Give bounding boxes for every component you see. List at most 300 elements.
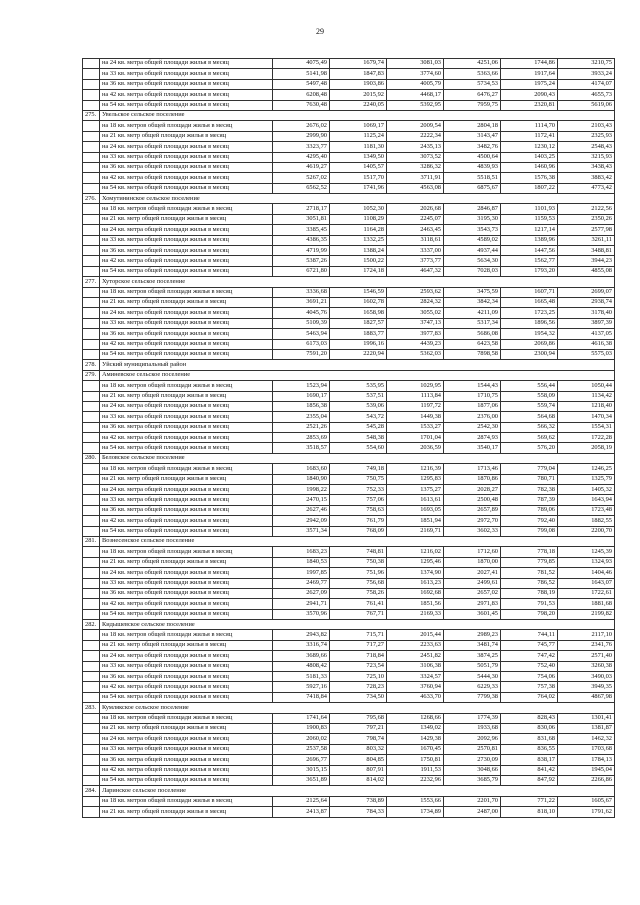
section-row bbox=[83, 536, 615, 546]
rate-value: 1917,64 bbox=[501, 69, 558, 79]
area-norm-label: на 21 кв. метр общей площади жилья в месяц bbox=[100, 214, 273, 224]
rate-value: 1388,24 bbox=[330, 246, 387, 256]
rate-value: 2938,74 bbox=[558, 297, 615, 307]
rate-value: 7630,48 bbox=[273, 100, 330, 110]
rate-value: 1050,44 bbox=[558, 381, 615, 391]
rate-value: 2200,70 bbox=[558, 526, 615, 536]
rate-value: 1216,02 bbox=[387, 547, 444, 557]
row-number-empty bbox=[83, 235, 100, 245]
area-norm-label: на 36 кв. метра общей площади жилья в месяц bbox=[100, 505, 273, 515]
rate-value: 1734,89 bbox=[387, 807, 444, 817]
table-row bbox=[83, 381, 615, 391]
rate-value: 758,26 bbox=[330, 588, 387, 598]
row-number-empty bbox=[83, 734, 100, 744]
rate-value: 1690,17 bbox=[273, 391, 330, 401]
rate-value: 2222,34 bbox=[387, 131, 444, 141]
section-row bbox=[83, 277, 615, 287]
rate-value: 3051,81 bbox=[273, 214, 330, 224]
area-norm-label: на 33 кв. метра общей площади жилья в месяц bbox=[100, 661, 273, 671]
row-number-empty bbox=[83, 256, 100, 266]
rate-value: 2657,89 bbox=[444, 505, 501, 515]
rate-value: 5362,03 bbox=[387, 349, 444, 359]
rate-value: 1856,38 bbox=[273, 401, 330, 411]
row-number: 275. bbox=[83, 110, 100, 120]
rate-value: 1101,93 bbox=[501, 204, 558, 214]
rate-value: 1791,62 bbox=[558, 807, 615, 817]
rate-value: 4563,08 bbox=[387, 183, 444, 193]
table-row bbox=[83, 526, 615, 536]
rate-value: 2169,33 bbox=[387, 609, 444, 619]
rate-value: 2240,05 bbox=[330, 100, 387, 110]
rate-value: 1405,57 bbox=[330, 162, 387, 172]
rate-value: 2577,98 bbox=[558, 225, 615, 235]
rate-value: 1975,24 bbox=[501, 79, 558, 89]
row-number-empty bbox=[83, 651, 100, 661]
rate-value: 1827,57 bbox=[330, 318, 387, 328]
rate-value: 751,96 bbox=[330, 568, 387, 578]
rate-value: 2341,76 bbox=[558, 640, 615, 650]
table-row bbox=[83, 433, 615, 443]
rate-value: 1847,83 bbox=[330, 69, 387, 79]
rate-value: 2058,19 bbox=[558, 443, 615, 453]
rate-value: 780,71 bbox=[501, 474, 558, 484]
rate-value: 787,39 bbox=[501, 495, 558, 505]
rate-value: 2233,63 bbox=[387, 640, 444, 650]
rate-value: 3055,02 bbox=[387, 308, 444, 318]
row-number-empty bbox=[83, 443, 100, 453]
rate-value: 5051,79 bbox=[444, 661, 501, 671]
area-norm-label: на 54 кв. метра общей площади жилья в месяц bbox=[100, 183, 273, 193]
rate-value: 4045,76 bbox=[273, 308, 330, 318]
rate-value: 1197,72 bbox=[387, 401, 444, 411]
rate-value: 1172,41 bbox=[501, 131, 558, 141]
table-row bbox=[83, 308, 615, 318]
rate-value: 3316,74 bbox=[273, 640, 330, 650]
table-row bbox=[83, 349, 615, 359]
rate-value: 2941,71 bbox=[273, 599, 330, 609]
rate-value: 1750,81 bbox=[387, 755, 444, 765]
row-number-empty bbox=[83, 225, 100, 235]
area-norm-label: на 42 кв. метра общей площади жилья в месяц bbox=[100, 765, 273, 775]
area-norm-label: на 24 кв. метра общей площади жилья в месяц bbox=[100, 401, 273, 411]
rate-value: 6476,27 bbox=[444, 90, 501, 100]
row-number-empty bbox=[83, 724, 100, 734]
rate-value: 1460,96 bbox=[501, 162, 558, 172]
rate-value: 818,10 bbox=[501, 807, 558, 817]
row-number-empty bbox=[83, 485, 100, 495]
rate-value: 1447,56 bbox=[501, 246, 558, 256]
rate-value: 789,06 bbox=[501, 505, 558, 515]
rate-value: 757,06 bbox=[330, 495, 387, 505]
rate-value: 1553,66 bbox=[387, 796, 444, 806]
area-norm-label: на 21 кв. метр общей площади жилья в месяц bbox=[100, 724, 273, 734]
rate-value: 4619,27 bbox=[273, 162, 330, 172]
row-number-empty bbox=[83, 173, 100, 183]
table-row bbox=[83, 173, 615, 183]
table-row bbox=[83, 588, 615, 598]
table-row bbox=[83, 246, 615, 256]
rate-value: 558,09 bbox=[501, 391, 558, 401]
rate-value: 1602,78 bbox=[330, 297, 387, 307]
rate-value: 3081,03 bbox=[387, 59, 444, 69]
area-norm-label: на 18 кв. метров общей площади жилья в месяц bbox=[100, 381, 273, 391]
rate-value: 756,68 bbox=[330, 578, 387, 588]
rate-value: 1658,98 bbox=[330, 308, 387, 318]
rate-value: 548,38 bbox=[330, 433, 387, 443]
rate-value: 2487,00 bbox=[444, 807, 501, 817]
rate-value: 831,68 bbox=[501, 734, 558, 744]
rate-value: 779,04 bbox=[501, 464, 558, 474]
rate-value: 2593,62 bbox=[387, 287, 444, 297]
rate-value: 1245,39 bbox=[558, 547, 615, 557]
rate-value: 4174,07 bbox=[558, 79, 615, 89]
rate-value: 1945,04 bbox=[558, 765, 615, 775]
rate-value: 3475,59 bbox=[444, 287, 501, 297]
rate-value: 1851,94 bbox=[387, 516, 444, 526]
area-norm-label: на 24 кв. метра общей площади жилья в месяц bbox=[100, 142, 273, 152]
rate-value: 1301,41 bbox=[558, 713, 615, 723]
section-row bbox=[83, 194, 615, 204]
rate-value: 6229,33 bbox=[444, 682, 501, 692]
row-number-empty bbox=[83, 391, 100, 401]
table-row bbox=[83, 485, 615, 495]
area-norm-label: на 33 кв. метра общей площади жилья в месяц bbox=[100, 495, 273, 505]
rate-value: 750,75 bbox=[330, 474, 387, 484]
row-number-empty bbox=[83, 755, 100, 765]
table-row bbox=[83, 412, 615, 422]
rate-value: 3323,77 bbox=[273, 142, 330, 152]
rate-value: 804,85 bbox=[330, 755, 387, 765]
rate-value: 2718,17 bbox=[273, 204, 330, 214]
rate-value: 3015,15 bbox=[273, 765, 330, 775]
rate-value: 2571,40 bbox=[558, 651, 615, 661]
section-row bbox=[83, 370, 615, 380]
rate-value: 1324,93 bbox=[558, 557, 615, 567]
rate-value: 1349,50 bbox=[330, 152, 387, 162]
table-row bbox=[83, 713, 615, 723]
rate-value: 795,68 bbox=[330, 713, 387, 723]
rate-value: 3747,13 bbox=[387, 318, 444, 328]
area-norm-label: на 21 кв. метр общей площади жилья в месяц bbox=[100, 131, 273, 141]
table-row bbox=[83, 755, 615, 765]
rate-value: 1462,32 bbox=[558, 734, 615, 744]
rate-value: 1840,90 bbox=[273, 474, 330, 484]
area-norm-label: на 54 кв. метра общей площади жилья в месяц bbox=[100, 609, 273, 619]
rate-value: 5619,06 bbox=[558, 100, 615, 110]
row-number-empty bbox=[83, 246, 100, 256]
area-norm-label: на 42 кв. метра общей площади жилья в месяц bbox=[100, 256, 273, 266]
rate-value: 3842,34 bbox=[444, 297, 501, 307]
rate-value: 3773,77 bbox=[387, 256, 444, 266]
rate-value: 1723,48 bbox=[558, 505, 615, 515]
rate-value: 2320,81 bbox=[501, 100, 558, 110]
rate-value: 545,28 bbox=[330, 422, 387, 432]
row-number-empty bbox=[83, 287, 100, 297]
table-row bbox=[83, 474, 615, 484]
rate-value: 5497,48 bbox=[273, 79, 330, 89]
row-number-empty bbox=[83, 308, 100, 318]
rate-value: 1554,31 bbox=[558, 422, 615, 432]
rate-value: 7028,03 bbox=[444, 266, 501, 276]
rate-value: 2730,09 bbox=[444, 755, 501, 765]
rate-value: 2463,45 bbox=[387, 225, 444, 235]
row-number-empty bbox=[83, 807, 100, 817]
table-row bbox=[83, 724, 615, 734]
rate-value: 569,62 bbox=[501, 433, 558, 443]
area-norm-label: на 33 кв. метра общей площади жилья в месяц bbox=[100, 578, 273, 588]
rate-value: 750,38 bbox=[330, 557, 387, 567]
row-number: 283. bbox=[83, 703, 100, 713]
rate-value: 2220,94 bbox=[330, 349, 387, 359]
rate-value: 2028,27 bbox=[444, 485, 501, 495]
rate-value: 798,74 bbox=[330, 734, 387, 744]
table-row bbox=[83, 131, 615, 141]
area-norm-label: на 33 кв. метра общей площади жилья в месяц bbox=[100, 235, 273, 245]
rate-value: 3106,38 bbox=[387, 661, 444, 671]
tariff-table-body bbox=[83, 59, 615, 818]
rate-value: 1217,14 bbox=[501, 225, 558, 235]
rate-value: 2500,48 bbox=[444, 495, 501, 505]
row-number-empty bbox=[83, 422, 100, 432]
rate-value: 761,79 bbox=[330, 516, 387, 526]
rate-value: 4005,79 bbox=[387, 79, 444, 89]
rate-value: 718,84 bbox=[330, 651, 387, 661]
rate-value: 3602,33 bbox=[444, 526, 501, 536]
rate-value: 5363,66 bbox=[444, 69, 501, 79]
row-number-empty bbox=[83, 526, 100, 536]
table-row bbox=[83, 651, 615, 661]
rate-value: 3874,25 bbox=[444, 651, 501, 661]
rate-value: 6423,58 bbox=[444, 339, 501, 349]
table-row bbox=[83, 318, 615, 328]
section-title: Кумлякское сельское поселение bbox=[100, 703, 615, 713]
rate-value: 3570,96 bbox=[273, 609, 330, 619]
table-row bbox=[83, 505, 615, 515]
area-norm-label: на 36 кв. метра общей площади жилья в месяц bbox=[100, 162, 273, 172]
table-row bbox=[83, 630, 615, 640]
table-row bbox=[83, 329, 615, 339]
rate-value: 734,50 bbox=[330, 692, 387, 702]
table-row bbox=[83, 464, 615, 474]
row-number-empty bbox=[83, 69, 100, 79]
section-title: Хомутининское сельское поселение bbox=[100, 194, 615, 204]
rate-value: 4808,42 bbox=[273, 661, 330, 671]
area-norm-label: на 24 кв. метра общей площади жилья в месяц bbox=[100, 651, 273, 661]
rate-value: 1643,07 bbox=[558, 578, 615, 588]
rate-value: 3977,83 bbox=[387, 329, 444, 339]
rate-value: 6173,03 bbox=[273, 339, 330, 349]
rate-value: 2804,18 bbox=[444, 121, 501, 131]
row-number-empty bbox=[83, 682, 100, 692]
rate-value: 771,22 bbox=[501, 796, 558, 806]
rate-value: 3260,38 bbox=[558, 661, 615, 671]
table-row bbox=[83, 256, 615, 266]
area-norm-label: на 33 кв. метра общей площади жилья в месяц bbox=[100, 69, 273, 79]
table-row bbox=[83, 162, 615, 172]
rate-value: 2026,68 bbox=[387, 204, 444, 214]
rate-value: 4633,70 bbox=[387, 692, 444, 702]
rate-value: 738,89 bbox=[330, 796, 387, 806]
rate-value: 1164,28 bbox=[330, 225, 387, 235]
rate-value: 6208,48 bbox=[273, 90, 330, 100]
rate-value: 1793,20 bbox=[501, 266, 558, 276]
table-row bbox=[83, 121, 615, 131]
rate-value: 764,02 bbox=[501, 692, 558, 702]
area-norm-label: на 54 кв. метра общей площади жилья в месяц bbox=[100, 349, 273, 359]
area-norm-label: на 33 кв. метра общей площади жилья в месяц bbox=[100, 152, 273, 162]
table-row bbox=[83, 599, 615, 609]
rate-value: 2103,43 bbox=[558, 121, 615, 131]
rate-value: 4655,73 bbox=[558, 90, 615, 100]
rate-value: 3195,30 bbox=[444, 214, 501, 224]
table-row bbox=[83, 214, 615, 224]
rate-value: 1996,16 bbox=[330, 339, 387, 349]
rate-value: 2169,71 bbox=[387, 526, 444, 536]
rate-value: 5109,39 bbox=[273, 318, 330, 328]
rate-value: 1723,25 bbox=[501, 308, 558, 318]
table-row bbox=[83, 744, 615, 754]
rate-value: 1713,46 bbox=[444, 464, 501, 474]
rate-value: 3336,68 bbox=[273, 287, 330, 297]
rate-value: 828,43 bbox=[501, 713, 558, 723]
rate-value: 5634,30 bbox=[444, 256, 501, 266]
rate-value: 2942,09 bbox=[273, 516, 330, 526]
rate-value: 5444,30 bbox=[444, 672, 501, 682]
rate-value: 1114,70 bbox=[501, 121, 558, 131]
rate-value: 4867,98 bbox=[558, 692, 615, 702]
rate-value: 1113,84 bbox=[387, 391, 444, 401]
rate-value: 3073,52 bbox=[387, 152, 444, 162]
rate-value: 798,20 bbox=[501, 609, 558, 619]
rate-value: 3438,43 bbox=[558, 162, 615, 172]
rate-value: 4616,38 bbox=[558, 339, 615, 349]
rate-value: 3691,21 bbox=[273, 297, 330, 307]
section-title: Ларинское сельское поселение bbox=[100, 786, 615, 796]
area-norm-label: на 21 кв. метр общей площади жилья в месяц bbox=[100, 557, 273, 567]
area-norm-label: на 33 кв. метра общей площади жилья в месяц bbox=[100, 744, 273, 754]
area-norm-label: на 18 кв. метров общей площади жилья в месяц bbox=[100, 464, 273, 474]
rate-value: 2325,93 bbox=[558, 131, 615, 141]
rate-value: 1911,53 bbox=[387, 765, 444, 775]
row-number-empty bbox=[83, 578, 100, 588]
area-norm-label: на 21 кв. метр общей площади жилья в месяц bbox=[100, 807, 273, 817]
rate-value: 7959,75 bbox=[444, 100, 501, 110]
rate-value: 1998,22 bbox=[273, 485, 330, 495]
section-title: Аминевское сельское поселение bbox=[100, 370, 615, 380]
rate-value: 4075,49 bbox=[273, 59, 330, 69]
rate-value: 3883,42 bbox=[558, 173, 615, 183]
row-number-empty bbox=[83, 672, 100, 682]
area-norm-label: на 54 кв. метра общей площади жилья в месяц bbox=[100, 100, 273, 110]
area-norm-label: на 21 кв. метр общей площади жилья в месяц bbox=[100, 391, 273, 401]
table-row bbox=[83, 516, 615, 526]
rate-value: 3324,57 bbox=[387, 672, 444, 682]
rate-value: 715,71 bbox=[330, 630, 387, 640]
rate-value: 2548,43 bbox=[558, 142, 615, 152]
rate-value: 1693,05 bbox=[387, 505, 444, 515]
rate-value: 7799,38 bbox=[444, 692, 501, 702]
row-number-empty bbox=[83, 131, 100, 141]
rate-value: 3143,47 bbox=[444, 131, 501, 141]
rate-value: 807,91 bbox=[330, 765, 387, 775]
rate-value: 3048,66 bbox=[444, 765, 501, 775]
rate-value: 2300,94 bbox=[501, 349, 558, 359]
section-row bbox=[83, 703, 615, 713]
rate-value: 1295,83 bbox=[387, 474, 444, 484]
rate-value: 1712,60 bbox=[444, 547, 501, 557]
section-title: Вознесенское сельское поселение bbox=[100, 536, 615, 546]
row-number-empty bbox=[83, 464, 100, 474]
rate-value: 1159,53 bbox=[501, 214, 558, 224]
rate-value: 4211,09 bbox=[444, 308, 501, 318]
rate-value: 3488,81 bbox=[558, 246, 615, 256]
rate-value: 745,77 bbox=[501, 640, 558, 650]
section-title: Хуторское сельское поселение bbox=[100, 277, 615, 287]
rate-value: 1643,94 bbox=[558, 495, 615, 505]
rate-value: 2699,07 bbox=[558, 287, 615, 297]
rate-value: 2542,30 bbox=[444, 422, 501, 432]
rate-value: 1683,23 bbox=[273, 547, 330, 557]
area-norm-label: на 33 кв. метра общей площади жилья в месяц bbox=[100, 318, 273, 328]
rate-value: 752,33 bbox=[330, 485, 387, 495]
area-norm-label: на 36 кв. метра общей площади жилья в месяц bbox=[100, 422, 273, 432]
rate-value: 1375,27 bbox=[387, 485, 444, 495]
rate-value: 1896,56 bbox=[501, 318, 558, 328]
area-norm-label: на 54 кв. метра общей площади жилья в месяц bbox=[100, 526, 273, 536]
rate-value: 1903,86 bbox=[330, 79, 387, 89]
rate-value: 1683,60 bbox=[273, 464, 330, 474]
rate-value: 3337,00 bbox=[387, 246, 444, 256]
rate-value: 5575,03 bbox=[558, 349, 615, 359]
rate-value: 559,74 bbox=[501, 401, 558, 411]
rate-value: 799,08 bbox=[501, 526, 558, 536]
rate-value: 749,18 bbox=[330, 464, 387, 474]
rate-value: 1710,75 bbox=[444, 391, 501, 401]
row-number-empty bbox=[83, 661, 100, 671]
rate-value: 717,27 bbox=[330, 640, 387, 650]
area-norm-label: на 36 кв. метра общей площади жилья в месяц bbox=[100, 79, 273, 89]
section-row bbox=[83, 453, 615, 463]
rate-value: 537,51 bbox=[330, 391, 387, 401]
row-number-empty bbox=[83, 474, 100, 484]
rate-value: 1722,61 bbox=[558, 588, 615, 598]
table-row bbox=[83, 578, 615, 588]
table-row bbox=[83, 692, 615, 702]
rate-value: 1230,12 bbox=[501, 142, 558, 152]
rate-value: 3543,73 bbox=[444, 225, 501, 235]
area-norm-label: на 24 кв. метра общей площади жилья в месяц bbox=[100, 59, 273, 69]
rate-value: 3385,45 bbox=[273, 225, 330, 235]
rate-value: 4647,32 bbox=[387, 266, 444, 276]
row-number-empty bbox=[83, 381, 100, 391]
table-row bbox=[83, 495, 615, 505]
row-number: 282. bbox=[83, 620, 100, 630]
area-norm-label: на 24 кв. метра общей площади жилья в месяц bbox=[100, 225, 273, 235]
area-norm-label: на 54 кв. метра общей площади жилья в месяц bbox=[100, 443, 273, 453]
rate-value: 1374,90 bbox=[387, 568, 444, 578]
rate-value: 3210,75 bbox=[558, 59, 615, 69]
row-number-empty bbox=[83, 59, 100, 69]
rate-value: 3774,60 bbox=[387, 69, 444, 79]
rate-value: 1052,30 bbox=[330, 204, 387, 214]
row-number-empty bbox=[83, 495, 100, 505]
rate-value: 781,52 bbox=[501, 568, 558, 578]
rate-value: 4439,23 bbox=[387, 339, 444, 349]
rate-value: 1741,64 bbox=[273, 713, 330, 723]
rate-value: 6562,52 bbox=[273, 183, 330, 193]
rate-value: 1665,48 bbox=[501, 297, 558, 307]
rate-value: 3689,66 bbox=[273, 651, 330, 661]
